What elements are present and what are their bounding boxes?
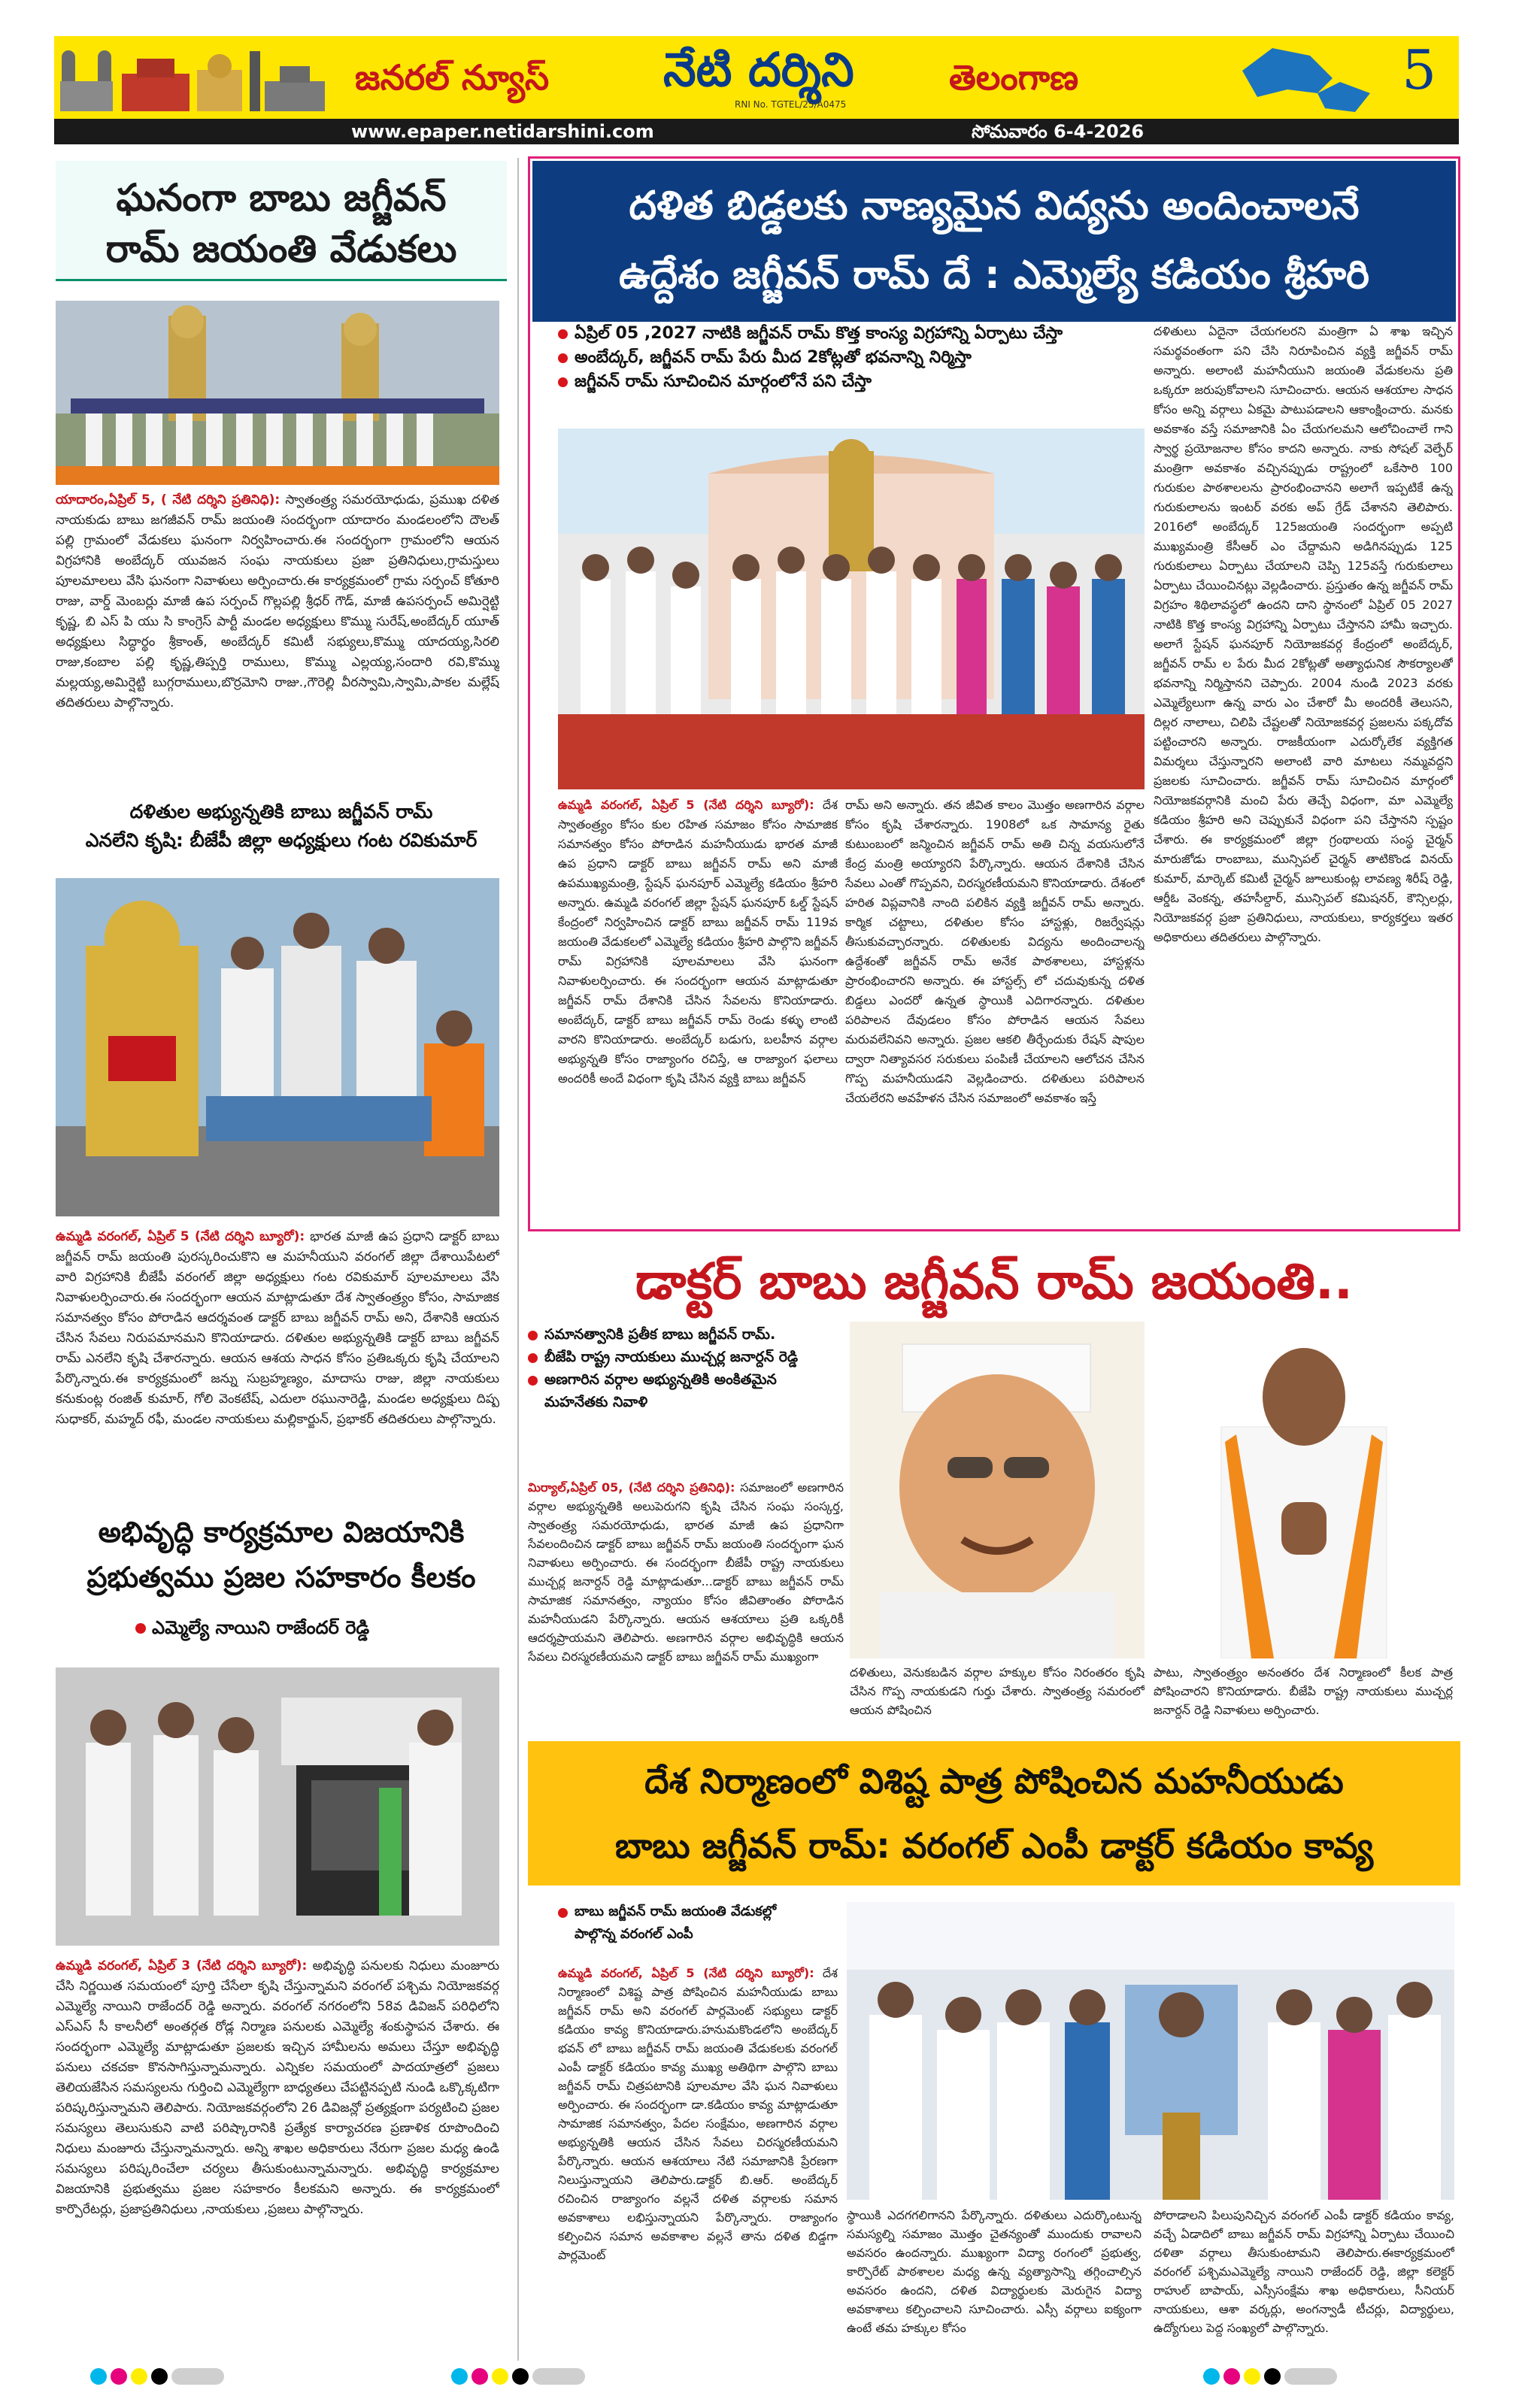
cyan-mark (1203, 2368, 1220, 2385)
black-mark (512, 2368, 529, 2385)
story1-body (56, 490, 499, 776)
lead-col3-text: దళితులు ఏదైనా చేయగలరని మంత్రిగా ఏ శాఖ ఇచ్చిన సమర్థవంతంగా పని చేసి నిరూపించిన వ్యక్తి జగ్జీవన్ రామ్ అన్నారు. అలాంటి మహనీయుని జయంతి వేడుకలను ప్రతి ఒక్కరూ జరుపుకోవాలని సూచించారు. ఆయన ఆశయాల సాధన కోసం అన్ని వర్గాలు ఏకమై పాటుపడాలని ఆకాంక్షించారు. మనకు అవకాశం వస్తే సమాజానికి ఏం చేయగలమని ఆలోచించాలే గాని స్వార్థ ప్రయోజనాల కోసం కాదని అన్నారు. నాకు సోషల్ వెల్ఫేర్ మంత్రిగా అవకాశం వచ్చినప్పుడు రాష్ట్రంలో ఒకేసారి 100 గురుకుల పాఠశాలలను ప్రారంభించానని అలాగే ఇప్పటికే ఉన్న గురుకులాలను ఇంటర్ వరకు అప్ గ్రేడ్ చేశానని తెలిపారు. 2016లో అంబేద్కర్ 125జయంతి సందర్భంగా అప్పటి ముఖ్యమంత్రి కేసీఆర్ ఎం చేద్దామని అడిగినప్పుడు 125 గురుకులాలు ఏర్పాటు చేయాలని చెప్పి 125వస్తే గురుకులాలు ఏర్పాటు చేయించినట్లు వెల్లడించారు. ప్రస్తుతం ఉన్న జగ్జీవన్ రామ్ విగ్రహం శిథిలావస్థలో ఉందని దాని స్థానంలో ఏప్రిల్ 05 2027 నాటికి కొత్త కాంస్య విగ్రహాన్ని ఏర్పాటు చేస్తానని హామీ ఇచ్చారు. అలాగే స్టేషన్ ఘనపూర్ నియోజకవర్గ కేంద్రంలో అంబేద్కర్, జగ్జీవన్ రామ్ ల పేరు మీద 2కోట్లతో అత్యాధునిక సౌకర్యాలతో భవనాన్ని నిర్మిస్తానని చెప్పారు. 2004 నుండి 2023 వరకు ఎమ్మెల్యేలుగా ఉన్న వారు ఎం చేశారో మీ అందరికీ తెలుసని, దిల్లర నాలాలు, చిలిపి చేష్టలతో నియోజకవర్గ ప్రజలను పక్కదోవ పట్టించారని అన్నారు. రాజకీయంగా ఎదుర్కోలేక వ్యక్తిగత విమర్శలు చేస్తున్నారని అలాంటి వారి మాటలు నమ్మవద్దని ప్రజలకు సూచించారు. జగ్జీవన్ రామ్ సూచించిన మార్గంలో నియోజకవర్గానికి మంచి పేరు తెచ్చే విధంగా, మా ఎమ్మెల్యే కడియం శ్రీహరి అని చెప్పుకునే విధంగా పని చేస్తానని స్పష్టం చేశారు. ఈ కార్యక్రమంలో జిల్లా గ్రంథాలయ సంస్థ చైర్మన్ మారుజోడు రాంబాబు, మున్సిపల్ చైర్మన్ తాటికొండ వినయ్ కుమార్, మార్కెట్ కమిటీ చైర్మన్ జూలుకుంట్ల లావణ్య శిరీష్ రెడ్డి, ఆర్డీఓ వెంకన్న, తహసీల్దార్, మున్సిపల్ కమిషనర్, కౌన్సిలర్లు, నియోజకవర్గ ప్రజా ప్రతినిధులు, నాయకులు, కార్యకర్తలు ఇతర అధికారులు తదితరులు పాల్గొన్నారు. (1154, 324, 1453, 944)
story1-dateline: యాదారం,ఏప్రిల్ 5, ( నేటి దర్శిని ప్రతినిధి): (56, 492, 280, 507)
story6-headline-line2: బాబు జగ్జీవన్ రామ్: వరంగల్ ఎంపీ డాక్టర్ కడియం కావ్య (614, 1825, 1374, 1866)
magenta-mark (471, 2368, 488, 2385)
story6-photo (847, 1902, 1454, 2200)
registration-marks-3 (1203, 2368, 1354, 2391)
story5-bullets (528, 1323, 844, 1413)
story3-dateline: ఉమ్మడి వరంగల్, ఏప్రిల్ 3 (నేటి దర్శిని బ్యూరో): (56, 1958, 308, 1973)
story6-headline-line1: దేశ నిర్మాణంలో విశిష్ట పాత్ర పోషించిన మహనీయుడు (644, 1761, 1344, 1801)
magenta-mark (111, 2368, 127, 2385)
story3-body (56, 1956, 499, 2340)
story1-headline-line2: రామ్ జయంతి వేడుకలు (105, 227, 457, 271)
lead-col1-text: దేశ స్వాతంత్ర్యం కోసం కుల రహిత సమాజం కోసం సామాజిక సమానత్వం కోసం పోరాడిన మహనీయుడు భారత మాజీ ఉప ప్రధాని డాక్టర్ బాబు జగ్జీవన్ రామ్ అని మాజీ ఉపముఖ్యమంత్రి, స్టేషన్ ఘనపూర్ ఎమ్మెల్యే కడియం శ్రీహరి అన్నారు. ఉమ్మడి వరంగల్ జిల్లా స్టేషన్ ఘనపూర్ ఓల్డ్ స్టేషన్ కేంద్రంలో నిర్వహించిన డాక్టర్ బాబు జగ్జీవన్ రామ్ 119వ జయంతి వేడుకలలో ఎమ్మెల్యే కడియం శ్రీహరి పాల్గొని జగ్జీవన్ రామ్ విగ్రహానికి పూలమాలలు వేసి ఘనంగా నివాళులర్పించారు. ఈ సందర్భంగా ఆయన మాట్లాడుతూ జగ్జీవన్ రామ్ దేశానికి చేసిన సేవలను కొనియాడారు. అంబేద్కర్, డాక్టర్ బాబు జగ్జీవన్ రామ్ రెండు కళ్ళు లాంటి వారని కొనియాడారు. అంబేద్కర్ బడుగు, బలహీన వర్గాల అభ్యున్నతి కోసం రాజ్యాంగం రచిస్తే, ఆ రాజ్యాంగ ఫలాలు అందరికీ అందే విధంగా కృషి చేసిన వ్యక్తి బాబు జగ్జీవన్ (558, 798, 838, 1086)
lead-col3 (1154, 322, 1453, 1224)
story6-bullet-1: బాబు జగ్జీవన్ రామ్ జయంతి వేడుకల్లో పాల్గొన్న వరంగల్ ఎంపీ (558, 1901, 806, 1946)
lead-bullet-2: అంబేద్కర్, జగ్జీవన్ రామ్ పేరు మీద 2కోట్లతో భవనాన్ని నిర్మిస్తా (558, 346, 1145, 370)
story1-headline-line1: ఘనంగా బాబు జగ్జీవన్ (116, 176, 447, 220)
masthead (54, 36, 1459, 119)
story3-text: అభివృద్ధి పనులకు నిధులు మంజూరు చేసి నిర్ణయిత సమయంలో పూర్తి చేసేలా కృషి చేస్తున్నామని వరంగల్ పశ్చిమ నియోజకవర్గ ఎమ్మెల్యే నాయిని రాజేందర్ రెడ్డి అన్నారు. వరంగల్ నగరంలోని 58వ డివిజన్ పరిధిలోని ఎస్ఎస్ సీ కాలనీలో అంతర్గత రోడ్ల నిర్మాణ పనులకు ఎమ్మెల్యే శంకుస్థాపన చేశారు. ఈ సందర్భంగా ఎమ్మెల్యే మాట్లాడుతూ ప్రజలకు ఇచ్చిన హామీలను అమలు చేస్తూ అభివృద్ధి పనులు చకచకా కొనసాగిస్తున్నామన్నారు. ఎన్నికల సమయంలో పాదయాత్రలో ప్రజలు తెలియజేసిన సమస్యలను గుర్తించి ఎమ్మెల్యేగా బాధ్యతలు చేపట్టినప్పటి నుండి ఒక్కొక్కటిగా పరిష్కరిస్తున్నామని తెలిపారు. నియోజకవర్గంలోని 26 డివిజన్లో ప్రత్యక్షంగా పర్యటించి ప్రజల సమస్యలు తెలుసుకుని వాటి పరిష్కారానికి ప్రత్యేక కార్యాచరణ ప్రణాళిక రూపొందించి నిధులు మంజూరు చేస్తున్నామన్నారు. అన్ని శాఖల అధికారులు నేరుగా ప్రజల మధ్య ఉండి సమస్యలు పరిష్కరించేలా చర్యలు తీసుకుంటున్నామన్నారు. అభివృద్ధి కార్యక్రమాల విజయానికి ప్రభుత్వము ప్రజల సహకారం కీలకమని అన్నారు. ఈ కార్యక్రమంలో కార్పొరేటర్లు, ప్రజాప్రతినిధులు ,నాయకులు ,ప్రజలు పాల్గొన్నారు. (56, 1958, 499, 2217)
registration-marks-2 (451, 2368, 602, 2391)
page-number: 5 (1402, 38, 1436, 101)
story6-bullets (558, 1901, 806, 1946)
cyan-mark (90, 2368, 107, 2385)
story6-col1-text: దేశ నిర్మాణంలో విశిష్ట పాత్ర పోషించిన మహనీయుడు బాబు జగ్జీవన్ రామ్ అని వరంగల్ పార్లమెంట్ సభ్యులు డాక్టర్ కడియం కావ్య కొనియాడారు.హనుమకొండలోని అంబేద్కర్ భవన్ లో బాబు జగ్జీవన్ రామ్ జయంతి వేడుకలకు వరంగల్ ఎంపీ డాక్టర్ కడియం కావ్య ముఖ్య అతిథిగా పాల్గొని బాబు జగ్జీవన్ రామ్ చిత్రపటానికి పూలమాల వేసి ఘన నివాళులు అర్పించారు. ఈ సందర్భంగా డా.కడియం కావ్య మాట్లాడుతూ సామాజిక సమానత్వం, పేదల సంక్షేమం, అణగారిన వర్గాల అభ్యున్నతికి ఆయన చేసిన సేవలు చిరస్మరణీయమని పేర్కొన్నారు. ఆయన ఆశయాలు నేటి సమాజానికి ప్రేరణగా నిలుస్తున్నాయని తెలిపారు.డాక్టర్ బి.ఆర్. అంబేద్కర్ రచించిన రాజ్యాంగం వల్లనే దళిత వర్గాలకు సమాన అవకాశాలు లభిస్తున్నాయని పేర్కొన్నారు. రాజ్యాంగం కల్పించిన సమాన అవకాశాల వల్లనే తాను దళిత బిడ్డగా పార్లమెంట్ (558, 1966, 838, 2262)
section-title: జనరల్ న్యూస్ (355, 57, 550, 98)
registration-marks-1 (90, 2368, 241, 2391)
story6-col3-text: పోరాడాలని పిలుపునిచ్చిన వరంగల్ ఎంపీ డాక్టర్ కడియం కావ్య, వచ్చే ఏడాదిలో బాబు జగ్జీవన్ రామ్ విగ్రహాన్ని ఏర్పాటు చేయించి దళితా వర్గాలు తీసుకుంటామని తెలిపారు.ఈకార్యక్రమంలో వరంగల్ పశ్చిమఎమ్మెల్యే నాయిని రాజేందర్ రెడ్డి, జిల్లా కలెక్టర్ రాహుల్ బాపాయ్, ఎస్సీసంక్షేమ శాఖ అధికారులు, సీనియర్ నాయకులు, ఆశా వర్కర్లు, అంగన్వాడీ టీచర్లు, విద్యార్థులు, ఉద్యోగులు పెద్ద సంఖ్యలో పాల్గొన్నారు. (1154, 2208, 1454, 2335)
newspaper-logo: నేటి దర్శిని (663, 42, 854, 97)
story2-headline-line1: దళితుల అభ్యున్నతికి బాబు జగ్జీవన్ రామ్ (129, 801, 433, 822)
story1-headline-box (56, 161, 507, 281)
story6-col2-text: స్థాయికి ఎదగగలిగానని పేర్కొన్నారు. దళితులు ఎదుర్కొంటున్న సమస్యల్ని సమాజం మొత్తం చైతన్యంతో ముందుకు రావాలని అవసరం ఉందన్నారు. ముఖ్యంగా విద్యా రంగంలో ప్రభుత్వ, కార్పొరేట్ పాఠశాలల మధ్య ఉన్న వ్యత్యాసాన్ని తగ్గించాల్సిన అవసరం ఉందని, దళిత విద్యార్థులకు మెరుగైన విద్యా అవకాశాలు కల్పించాలని సూచించారు. ఎస్సీ వర్గాలు ఐక్యంగా ఉంటే తమ హక్కుల కోసం (847, 2208, 1142, 2335)
lead-headline-line1: దళిత బిడ్డలకు నాణ్యమైన విద్యను అందించాలనే (629, 183, 1360, 229)
lead-headline-banner (532, 161, 1456, 322)
story6-col3 (1154, 2206, 1454, 2340)
story5-portrait (850, 1322, 1145, 1658)
story2-body (56, 1227, 499, 1479)
yellow-mark (131, 2368, 147, 2385)
story6-dateline: ఉమ్మడి వరంగల్, ఏప్రిల్ 5 (నేటి దర్శిని బ్యూరో): (558, 1966, 814, 1980)
story3-photo (56, 1667, 499, 1946)
story5-bullet-3: అణగారిన వర్గాల అభ్యున్నతికి అంకితమైన మహనేతకు నివాళి (528, 1368, 844, 1413)
black-mark (151, 2368, 168, 2385)
lead-dateline: ఉమ్మడి వరంగల్, ఏప్రిల్ 5 (నేటి దర్శిని బ్యూరో): (558, 798, 814, 812)
cyan-mark (451, 2368, 468, 2385)
story3-subheading (135, 1615, 474, 1640)
lead-col2 (845, 795, 1145, 1224)
story6-col2 (847, 2206, 1142, 2340)
story5-col2-text: దళితులు, వెనుకబడిన వర్గాల హక్కుల కోసం నిరంతరం కృషి చేసిన గొప్ప నాయకుడని గుర్తు చేశారు. స్వాతంత్ర్య సమరంలో ఆయన పోషించిన (850, 1665, 1145, 1717)
story2-photo (56, 878, 499, 1216)
story2-dateline: ఉమ్మడి వరంగల్, ఏప్రిల్ 5 (నేటి దర్శిని బ్యూరో): (56, 1229, 305, 1244)
story5-politician-photo (1154, 1322, 1453, 1658)
epaper-url[interactable]: www.epaper.netidarshini.com (351, 121, 654, 142)
story1-photo (56, 301, 499, 485)
column-divider (517, 158, 519, 2361)
story5-col2 (850, 1663, 1145, 1731)
story5-col3 (1154, 1663, 1453, 1731)
story1-text: స్వాతంత్ర్య సమరయోధుడు, ప్రముఖ దళిత నాయకుడు బాబు జగజీవన్ రామ్ జయంతి సందర్భంగా యాదారం మండలంలోని దౌలత్ పల్లి గ్రామంలో వేడుకలు ఘనంగా నిర్వహించారు.ఈ సందర్భంగా గ్రామంలోని ఆయన విగ్రహానికి అంబేద్కర్ యువజన సంఘ నాయకులు ప్రజా ప్రతినిధులు,గ్రామస్తులు పూలమాలలు వేసి ఘనంగా నివాళులు అర్పించారు.ఈ కార్యక్రమంలో గ్రామ సర్పంచ్ కోతూరి రాజు, వార్డ్ మెంబర్లు మాజీ ఉప సర్పంచ్ గొల్లపల్లి శ్రీధర్ గౌడ్, మాజీ ఉపసర్పంచ్ అమిర్షెట్టి కృష్ణ, బి ఎస్ పి యు సి కాంగ్రెస్ పార్టీ మండల అధ్యక్షులు కొమ్ము సురేష్,అంబేద్కర్ యూత్ అధ్యక్షులు సిద్ధార్థం శ్రీకాంత్, అంబేద్కర్ కమిటీ సభ్యులు,కొమ్ము యాదయ్య,సిరలి రాజు,కంబాల పల్లి కృష్ణ,తిప్పర్తి రాములు, కొమ్ము ఎల్లయ్య,సందారి రవి,కొమ్ము మల్లయ్య,అమిర్షెట్టి బుగ్గరాములు,బొర్రమోని రాజు.,గౌరెల్లి వీరస్వామి,స్వామి,పాకల మల్లేష్ తదితరులు పాల్గొన్నారు. (56, 492, 499, 710)
lead-bullet-1: ఏప్రిల్ 05 ,2027 నాటికి జగ్జీవన్ రామ్ కొత్త కాంస్య విగ్రహాన్ని ఏర్పాటు చేస్తా (558, 322, 1145, 346)
masthead-subbar (54, 119, 1459, 144)
story5-bullet-2: బీజేపి రాష్ట్ర నాయకులు ముచ్చర్ల జనార్దన్ రెడ్డి (528, 1346, 844, 1368)
lead-bullets (558, 322, 1145, 394)
lead-col1 (558, 795, 838, 1224)
story5-dateline: మిర్యాల్,ఏప్రిల్ 05, (నేటి దర్శిని ప్రతినిధి): (528, 1480, 735, 1495)
city-skyline-illustration (54, 36, 332, 119)
story5-col1 (528, 1478, 844, 1726)
black-mark (1264, 2368, 1281, 2385)
story3-headline-line2: ప్రభుత్వము ప్రజల సహకారం కీలకం (86, 1561, 476, 1594)
story6-headline-banner (528, 1741, 1460, 1886)
story5-col3-text: పాటు, స్వాతంత్ర్యం అనంతరం దేశ నిర్మాణంలో కీలక పాత్ర పోషించారని కొనియాడారు. బీజేపి రాష్ట్ర నాయకులు ముచ్చర్ల జనార్దన్ రెడ్డి నివాళులు అర్పించారు. (1154, 1665, 1453, 1717)
lead-col2-text: రామ్ అని అన్నారు. తన జీవిత కాలం మొత్తం అణగారిన వర్గాల కోసం కృషి చేశారన్నారు. 1908లో ఒక సామాన్య రైతు కుటుంబంలో జన్మించిన జగ్జీవన్ రామ్ అతి చిన్న వయసులోనే కేంద్ర మంత్రి అయ్యారని పేర్కొన్నారు. ఆయన దేశానికి చేసిన సేవలు ఎంతో గొప్పవని, చిరస్మరణీయమని కొనియాడారు. దేశంలో హరిత విప్లవానికి నాంది పలికిన వ్యక్తి జగ్జీవన్ రామ్ అన్నారు. కార్మిక చట్టాలు, దళితుల కోసం హాస్టళ్లు, రిజర్వేషన్లు తీసుకువచ్చారన్నారు. దళితులకు విద్యను అందించాలన్న ఉద్దేశంతో జగ్జీవన్ రామ్ అనేక పాఠశాలలు, హాస్టళ్లను ప్రారంభించారని అన్నారు. ఈ హాస్టల్స్ లో చదువుకున్న దళిత బిడ్డలు ఎందరో ఉన్నత స్థాయికి ఎదిగారన్నారు. దళితుల పరిపాలన దేవుడలం కోసం పోరాడిన ఆయన సేవలు మరువలేనివని అన్నారు. ప్రజల ఆకలి తీర్చేందుకు రేషన్ షాపుల ద్వారా నిత్యావసర సరుకులు పంపిణీ చేయాలని ఆలోచన చేసిన గొప్ప మహనీయుడని వెల్లడించారు. దళితులు పరిపాలన చేయలేరని అవహేళన చేసిన సమాజంలో అవకాశం ఇస్తే (845, 798, 1145, 1105)
yellow-mark (1244, 2368, 1260, 2385)
lead-headline-line2: ఉద్దేశం జగ్జీవన్ రామ్ దే : ఎమ్మెల్యే కడియం శ్రీహరి (619, 253, 1369, 298)
state-map-icon (1227, 41, 1385, 116)
state-title: తెలంగాణ (949, 57, 1079, 98)
story3-headline-line1: అభివృద్ధి కార్యక్రమాల విజయానికి (98, 1516, 465, 1549)
issue-date: సోమవారం 6-4-2026 (972, 121, 1145, 142)
story2-text: భారత మాజీ ఉప ప్రధాని డాక్టర్ బాబు జగ్జీవన్ రామ్ జయంతి పురస్కరించుకొని ఆ మహనీయుని వరంగల్ జిల్లా దేశాయిపేటలో వారి విగ్రహానికి బీజేపీ వరంగల్ జిల్లా అధ్యక్షులు గంట రవికుమార్ పూలమాలలు వేసి నివాళులర్పించారు.ఈ సందర్భంగా ఆయన మాట్లాడుతూ దేశ స్వాతంత్ర్యం కోసం, సామాజిక సమానత్వం కోసం పోరాడిన ఆదర్శవంత డాక్టర్ బాబు జగ్జీవన్ రామ్ అని, దేశానికి ఆయన చేసిన సేవలు నిరుపమానమని కొనియాడారు. దళితుల అభ్యున్నతికి డాక్టర్ బాబు జగ్జీవన్ రామ్ ఎనలేని కృషి చేశారన్నారు. ఆయన ఆశయ సాధన కోసం ప్రతిఒక్కరు కృషి చేయాలని పేర్కొన్నారు.ఈ కార్యక్రమంలో జన్ను సుబ్రహ్మణ్యం, మాదాసు రాజు, జిల్లా నాయకులు కనుకుంట్ల రంజిత్ కుమార్, గోలి వెంకటేష్, ఎదులా రఘునారెడ్డి, మండల అధ్యక్షులు దిష్ప సుధాకర్, మహ్మద్ రఫీ, మండల నాయకులు మల్లికార్జున్, ప్రభాకర్ తదితరులు పాల్గొన్నారు. (56, 1229, 499, 1427)
story2-headline-line2: ఎనలేని కృషి: బీజేపీ జిల్లా అధ్యక్షులు గంట రవికుమార్ (85, 829, 478, 851)
grey-mark (1284, 2368, 1337, 2385)
lead-photo (558, 429, 1145, 789)
grey-mark (532, 2368, 585, 2385)
story5-headline: డాక్టర్ బాబు జగ్జీవన్ రామ్ జయంతి.. (635, 1252, 1353, 1310)
yellow-mark (492, 2368, 508, 2385)
story3-sub: ఎమ్మెల్యే నాయిని రాజేందర్ రెడ్డి (152, 1617, 370, 1638)
registration-number: RNI No. TGTEL/25/A0475 (735, 99, 847, 110)
story6-col1 (558, 1964, 838, 2340)
story5-bullet-1: సమానత్వానికి ప్రతీక బాబు జగ్జీవన్ రామ్. (528, 1323, 844, 1346)
bullet-icon (135, 1623, 146, 1634)
grey-mark (171, 2368, 224, 2385)
story5-col1-text: సమాజంలో అణగారిన వర్గాల అభ్యున్నతికి అలుపెరుగని కృషి చేసిన సంఘ సంస్కర్త, స్వాతంత్ర్య సమరయోధుడు, భారత మాజీ ఉప ప్రధానిగా సేవలందించిన డాక్టర్ బాబు జగ్జీవన్ రామ్ జయంతి సందర్భంగా ఘన నివాళులు అర్పించారు. ఈ సందర్భంగా బీజేపీ రాష్ట్ర నాయకులు ముచ్చర్ల జనార్దన్ రెడ్డి మాట్లాడుతూ...డాక్టర్ బాబు జగ్జీవన్ రామ్ సామాజిక సమానత్వం, న్యాయం కోసం జీవితాంతం పోరాడిన మహనీయుడని పేర్కొన్నారు. ఆయన ఆశయాలు ప్రతి ఒక్కరికీ ఆదర్శప్రాయమని తెలిపారు. అణగారిన వర్గాల అభివృద్ధికి ఆయన సేవలు చిరస్మరణీయమని డాక్టర్ బాబు జగ్జీవన్ రామ్ ముఖ్యంగా (528, 1480, 844, 1664)
magenta-mark (1223, 2368, 1240, 2385)
lead-bullet-3: జగ్జీవన్ రామ్ సూచించిన మార్గంలోనే పని చేస్తా (558, 370, 1145, 394)
